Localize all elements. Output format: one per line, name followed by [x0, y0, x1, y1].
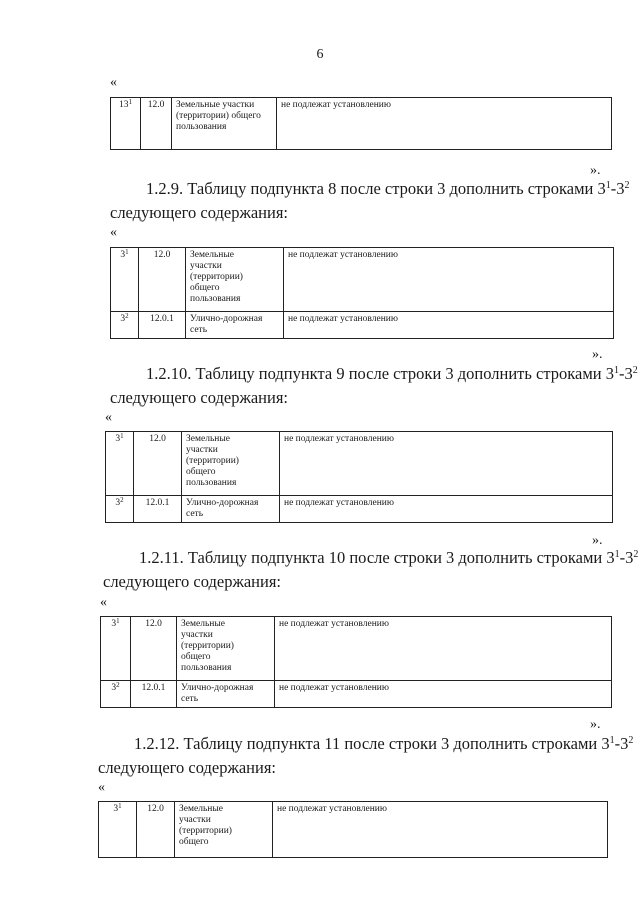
row-value: не подлежат установлению — [273, 802, 608, 858]
row-number: $3^1$ — [101, 617, 131, 681]
open-quote: « — [100, 595, 107, 610]
row-code: 12.0 — [137, 802, 175, 858]
row-code: 12.0 — [131, 617, 177, 681]
amendment-table — [110, 97, 612, 150]
table-row — [101, 617, 612, 681]
open-quote: « — [98, 780, 105, 795]
page-number: 6 — [316, 47, 324, 62]
row-name: Улично-дорожная сеть — [182, 496, 280, 523]
row-name: Улично-дорожная сеть — [177, 681, 275, 708]
table-row — [106, 496, 613, 523]
amendment-table — [100, 616, 612, 708]
row-value: не подлежат установлению — [280, 496, 613, 523]
row-value: не подлежат установлению — [275, 681, 612, 708]
paragraph: 1.2.9. Таблицу подпункта 8 после строки 3 дополнить строками $3^1-3^2$ следующего содержания: — [110, 179, 630, 222]
row-number: $13^1$ — [111, 98, 141, 150]
row-name: Земельные участки (территории) общего пользования — [177, 617, 275, 681]
row-code: 12.0.1 — [139, 312, 186, 339]
open-quote: « — [110, 225, 117, 240]
amendment-table — [105, 431, 613, 523]
row-number: $3^1$ — [111, 248, 139, 312]
paragraph: 1.2.11. Таблицу подпункта 10 после строки 3 дополнить строками $3^1-3^2$ следующего содержания: — [103, 548, 639, 591]
row-code: 12.0 — [141, 98, 172, 150]
row-value: не подлежат установлению — [275, 617, 612, 681]
row-name: Земельные участки (территории) общего — [175, 802, 273, 858]
row-code: 12.0.1 — [131, 681, 177, 708]
row-code: 12.0 — [134, 432, 182, 496]
table-row — [111, 312, 614, 339]
row-number: $3^2$ — [111, 312, 139, 339]
row-number: $3^1$ — [99, 802, 137, 858]
table-row — [99, 802, 608, 858]
close-quote: ». — [592, 533, 603, 548]
row-number: $3^1$ — [106, 432, 134, 496]
row-number: $3^2$ — [106, 496, 134, 523]
amendment-table — [110, 247, 614, 339]
close-quote: ». — [590, 163, 601, 178]
row-value: не подлежат установлению — [284, 248, 614, 312]
row-code: 12.0 — [139, 248, 186, 312]
open-quote: « — [110, 75, 117, 90]
row-value: не подлежат установлению — [277, 98, 612, 150]
row-code: 12.0.1 — [134, 496, 182, 523]
paragraph: 1.2.10. Таблицу подпункта 9 после строки 3 дополнить строками $3^1-3^2$ следующего содержания: — [110, 364, 638, 407]
table-row — [111, 98, 612, 150]
table-row — [106, 432, 613, 496]
amendment-table — [98, 801, 608, 858]
row-value: не подлежат установлению — [280, 432, 613, 496]
paragraph: 1.2.12. Таблицу подпункта 11 после строки 3 дополнить строками $3^1-3^2$ следующего содержания: — [98, 734, 634, 777]
open-quote: « — [105, 410, 112, 425]
table-row — [111, 248, 614, 312]
close-quote: ». — [590, 717, 601, 732]
row-number: $3^2$ — [101, 681, 131, 708]
row-name: Земельные участки (территории) общего пользования — [182, 432, 280, 496]
row-name: Улично-дорожная сеть — [186, 312, 284, 339]
row-name: Земельные участки (территории) общего пользования — [172, 98, 277, 150]
row-value: не подлежат установлению — [284, 312, 614, 339]
row-name: Земельные участки (территории) общего пользования — [186, 248, 284, 312]
table-row — [101, 681, 612, 708]
close-quote: ». — [592, 347, 603, 362]
